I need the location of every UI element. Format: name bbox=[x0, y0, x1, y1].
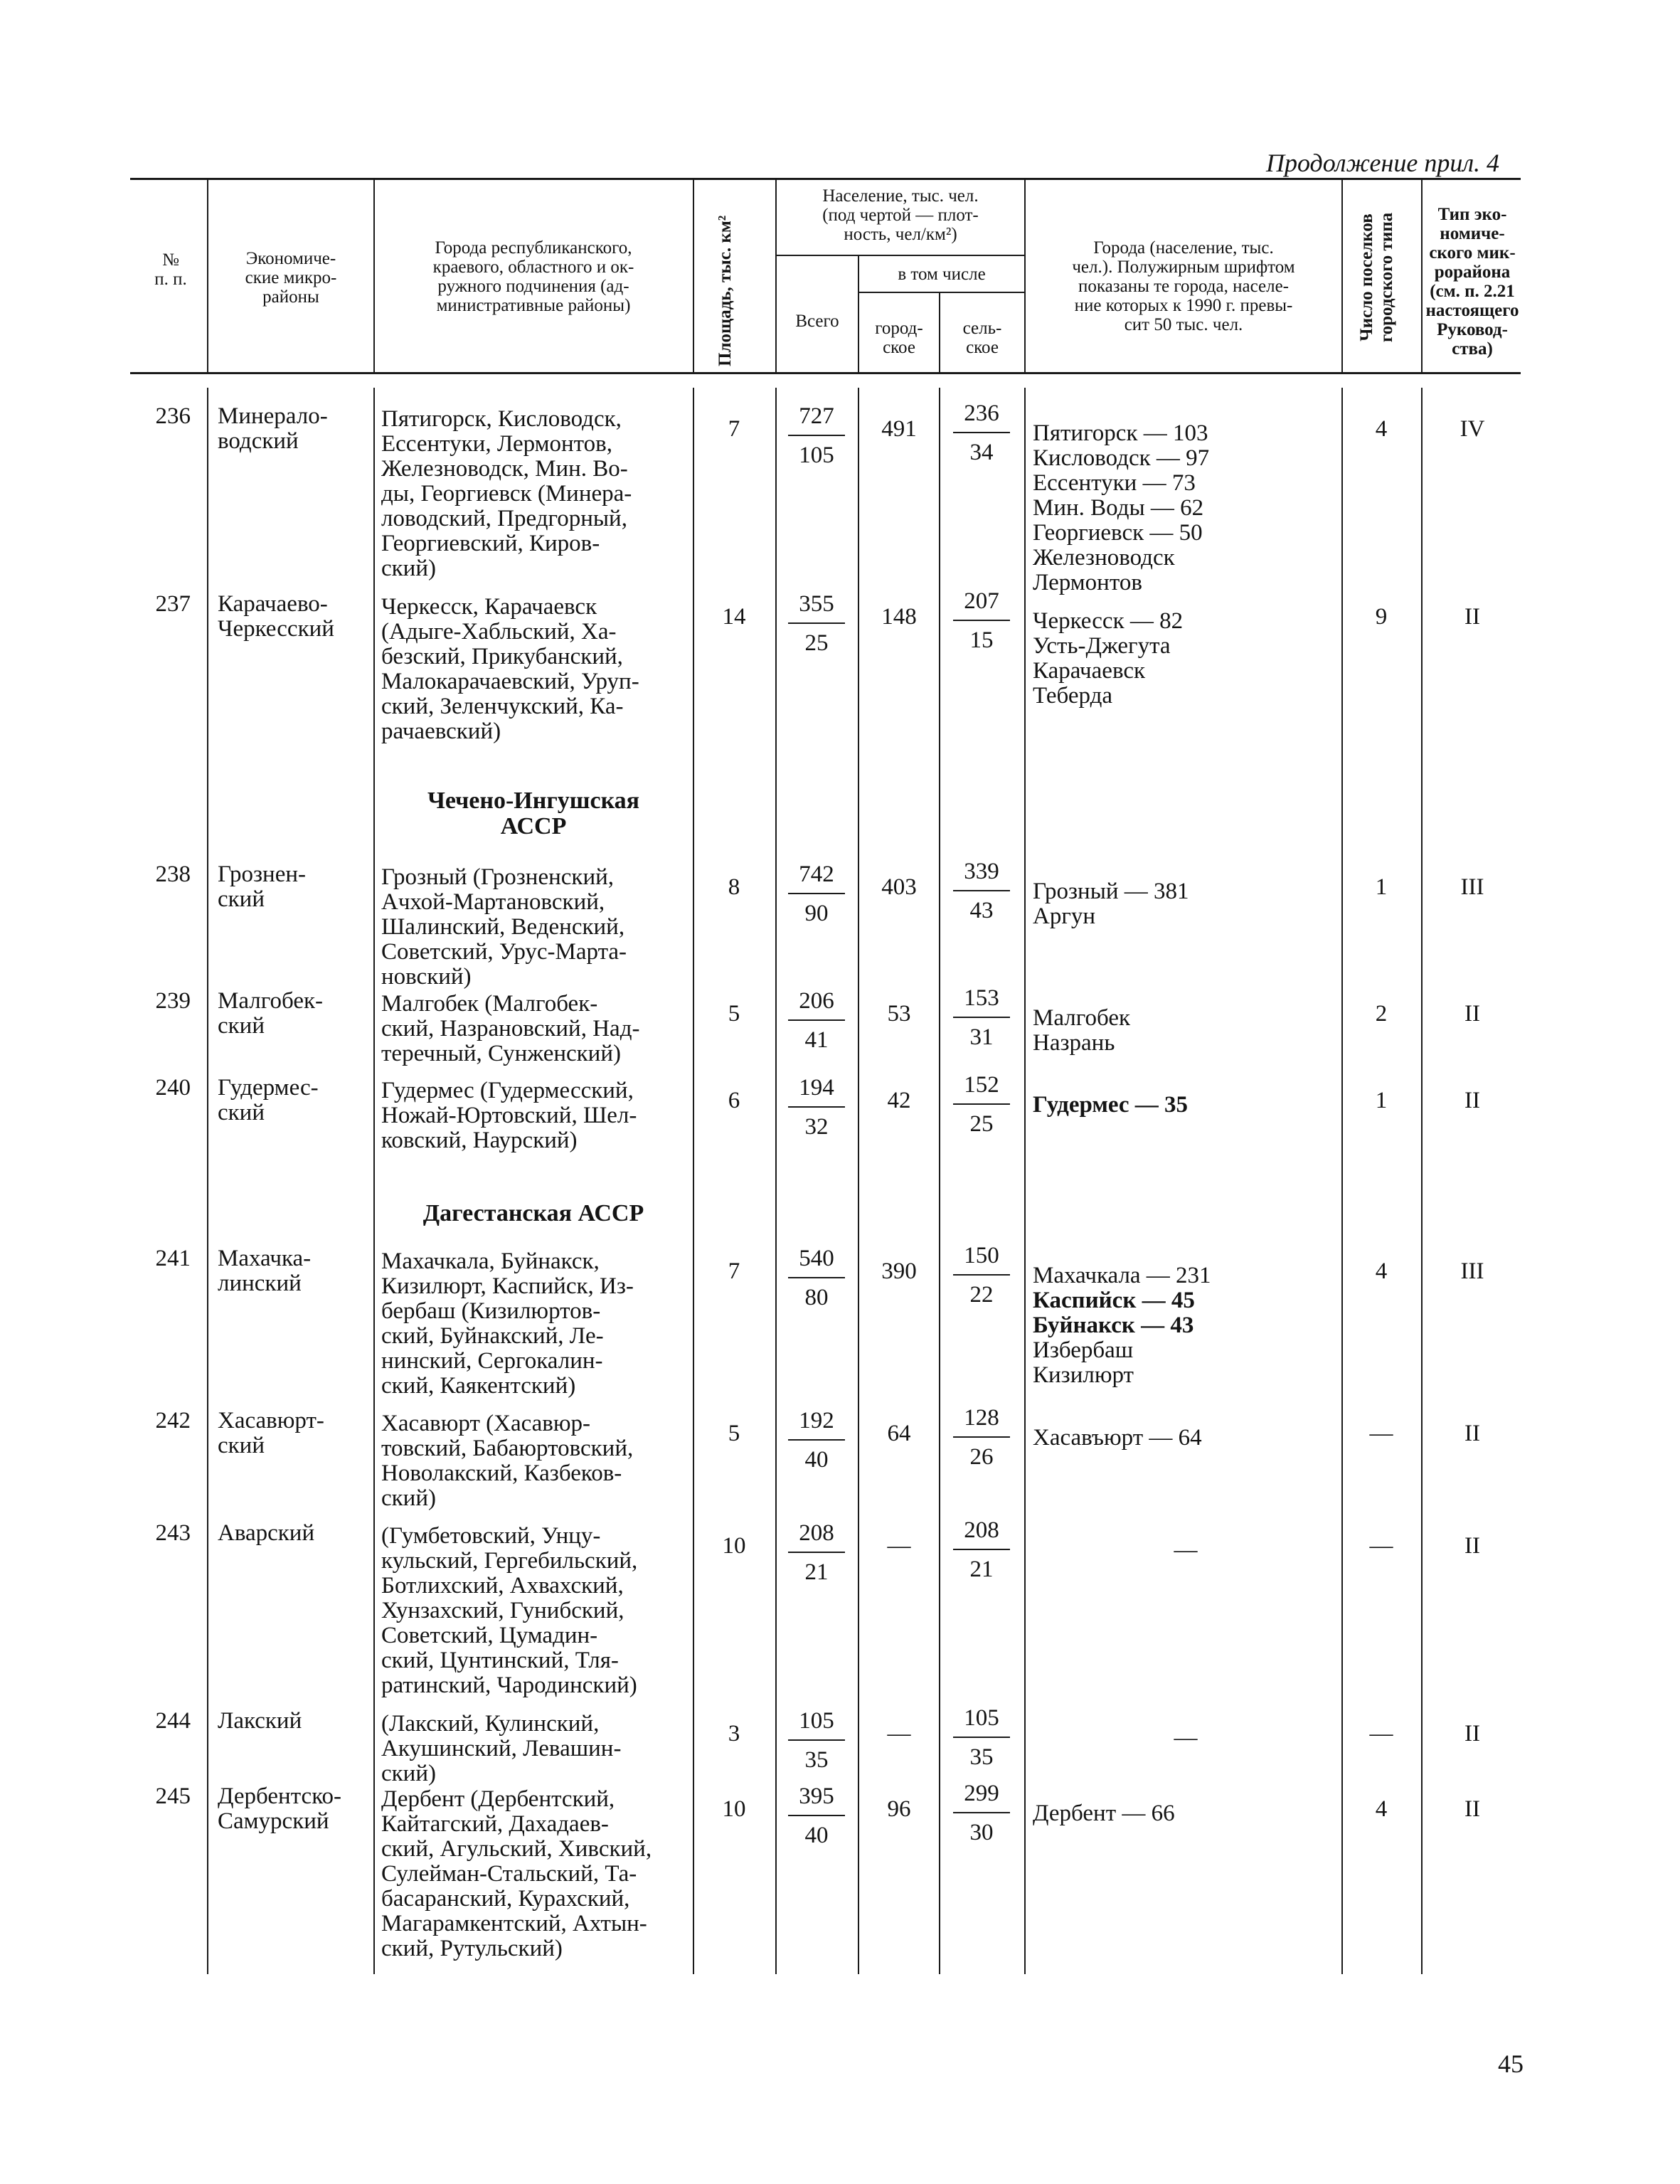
body-divider bbox=[373, 388, 375, 1974]
row-number: 236 bbox=[155, 403, 191, 429]
city-line: Черкесск — 82 bbox=[1033, 608, 1184, 634]
cities-admin bbox=[381, 992, 687, 1066]
header-type: Тип эко- номиче- ского мик- рорайона (см. п. 2.21 настоящего Руковод- ства) bbox=[1425, 205, 1519, 359]
continuation-title: Продолжение прил. 4 bbox=[1266, 149, 1500, 177]
header-divider bbox=[207, 179, 208, 373]
admin-line: товский, Бабаюртовский, bbox=[381, 1436, 634, 1461]
rural-population bbox=[953, 1518, 1010, 1582]
microregion-type: II bbox=[1464, 1796, 1480, 1822]
rural-population-density: 34 bbox=[969, 440, 994, 465]
admin-line: ратинский, Чародинский) bbox=[381, 1673, 637, 1698]
urban-population: 390 bbox=[881, 1258, 917, 1284]
total-population-value: 208 bbox=[788, 1521, 845, 1553]
urban-population: — bbox=[887, 1721, 911, 1746]
urban-population: 53 bbox=[887, 1001, 911, 1027]
admin-line: Георгиевский, Киров- bbox=[381, 531, 600, 556]
admin-line: Акушинский, Левашин- bbox=[381, 1736, 622, 1761]
header-divider bbox=[858, 256, 859, 373]
city-line: Буйнакск — 43 bbox=[1033, 1313, 1194, 1338]
cities-admin bbox=[381, 1524, 687, 1698]
microregion-name bbox=[218, 404, 370, 454]
cities-population bbox=[1033, 1726, 1339, 1751]
admin-line: ковский, Наурский) bbox=[381, 1128, 578, 1153]
admin-line: (Адыге-Хабльский, Ха- bbox=[381, 619, 617, 645]
header-total: Всего bbox=[795, 312, 839, 331]
admin-line: Малгобек (Малгобек- bbox=[381, 991, 598, 1017]
row-number: 237 bbox=[155, 591, 191, 617]
rural-population bbox=[953, 1073, 1010, 1137]
city-line: Георгиевск — 50 bbox=[1033, 520, 1203, 546]
table-header-rule bbox=[130, 372, 1521, 374]
settlements-count: 1 bbox=[1375, 1088, 1388, 1113]
microregion-name bbox=[218, 1246, 370, 1296]
total-population-density: 40 bbox=[804, 1823, 829, 1848]
microregion-line: Малгобек- bbox=[218, 988, 323, 1014]
area-value: 10 bbox=[722, 1796, 746, 1822]
city-line: Аргун bbox=[1033, 903, 1096, 929]
rural-population bbox=[953, 1244, 1010, 1308]
microregion-line: ский bbox=[218, 1013, 265, 1039]
rural-population-density: 25 bbox=[969, 1111, 994, 1137]
rural-population-density: 21 bbox=[969, 1557, 994, 1582]
section-title: Чечено-Ингушская АССР bbox=[427, 788, 640, 839]
cities-population bbox=[1033, 1538, 1339, 1563]
settlements-count: 1 bbox=[1375, 874, 1388, 900]
urban-population: 403 bbox=[881, 874, 917, 900]
city-line: Махачкала — 231 bbox=[1033, 1263, 1211, 1288]
rural-population bbox=[953, 1706, 1010, 1770]
microregion-type: II bbox=[1464, 1088, 1480, 1113]
header-divider bbox=[693, 179, 694, 373]
header-divider bbox=[1024, 179, 1026, 373]
total-population-density: 32 bbox=[804, 1114, 829, 1140]
cities-admin bbox=[381, 1078, 687, 1153]
total-population bbox=[788, 1709, 845, 1773]
city-line: Назрань bbox=[1033, 1030, 1115, 1056]
settlements-count: 4 bbox=[1375, 1796, 1388, 1822]
rural-population bbox=[953, 401, 1010, 465]
rural-population bbox=[953, 589, 1010, 653]
microregion-type: II bbox=[1464, 1001, 1480, 1027]
row-number: 240 bbox=[155, 1075, 191, 1101]
total-population-density: 41 bbox=[804, 1027, 829, 1053]
total-population bbox=[788, 1246, 845, 1310]
rural-population-value: 152 bbox=[953, 1073, 1010, 1105]
city-line: Карачаевск bbox=[1033, 658, 1146, 684]
total-population-value: 192 bbox=[788, 1409, 845, 1441]
cities-admin bbox=[381, 407, 687, 581]
microregion-line: Карачаево- bbox=[218, 591, 328, 617]
header-microregion: Экономиче- ские микро- районы bbox=[245, 249, 337, 307]
body-divider bbox=[858, 388, 859, 1974]
cities-population bbox=[1033, 1801, 1339, 1826]
rural-population bbox=[953, 1781, 1010, 1845]
admin-line: новский) bbox=[381, 964, 472, 990]
microregion-name bbox=[218, 1409, 370, 1458]
area-value: 5 bbox=[728, 1421, 740, 1446]
admin-line: кульский, Гергебильский, bbox=[381, 1548, 638, 1574]
city-line: Каспийск — 45 bbox=[1033, 1288, 1195, 1313]
admin-line: ский, Буйнакский, Ле- bbox=[381, 1323, 604, 1349]
total-population-value: 742 bbox=[788, 862, 845, 894]
cities-admin bbox=[381, 1249, 687, 1399]
rural-population-density: 31 bbox=[969, 1024, 994, 1050]
body-divider bbox=[207, 388, 208, 1974]
total-population-value: 355 bbox=[788, 592, 845, 624]
body-divider bbox=[1341, 388, 1343, 1974]
admin-line: Советский, Цумадин- bbox=[381, 1623, 598, 1648]
header-area: Площадь, тыс. км² bbox=[716, 215, 735, 366]
total-population-density: 40 bbox=[804, 1447, 829, 1473]
settlements-count: — bbox=[1369, 1421, 1393, 1446]
urban-population: 96 bbox=[887, 1796, 911, 1822]
total-population-value: 206 bbox=[788, 989, 845, 1021]
admin-line: Хунзахский, Гунибский, bbox=[381, 1598, 624, 1623]
header-divider bbox=[373, 179, 375, 373]
urban-population: 42 bbox=[887, 1088, 911, 1113]
admin-line: бербаш (Кизилюртов- bbox=[381, 1298, 601, 1324]
microregion-line: Махачка- bbox=[218, 1246, 312, 1271]
city-line: Гудермес — 35 bbox=[1033, 1092, 1189, 1118]
microregion-line: Самурский bbox=[218, 1808, 329, 1834]
settlements-count: 2 bbox=[1375, 1001, 1388, 1027]
total-population bbox=[788, 862, 845, 926]
microregion-name bbox=[218, 989, 370, 1039]
microregion-line: ский bbox=[218, 1433, 265, 1458]
admin-line: басаранский, Курахский, bbox=[381, 1886, 630, 1912]
cities-admin bbox=[381, 1712, 687, 1786]
urban-population: 491 bbox=[881, 416, 917, 442]
microregion-line: линский bbox=[218, 1271, 302, 1296]
cities-admin bbox=[381, 1787, 687, 1961]
urban-population: 64 bbox=[887, 1421, 911, 1446]
rural-population-value: 339 bbox=[953, 859, 1010, 891]
row-number: 243 bbox=[155, 1520, 191, 1546]
urban-population: 148 bbox=[881, 604, 917, 630]
header-divider bbox=[1421, 179, 1423, 373]
total-population-value: 727 bbox=[788, 404, 845, 436]
row-number: 242 bbox=[155, 1408, 191, 1433]
admin-line: Гудермес (Гудермесский, bbox=[381, 1078, 634, 1103]
city-line: Кизилюрт bbox=[1033, 1362, 1134, 1388]
settlements-count: — bbox=[1369, 1721, 1393, 1746]
row-number: 241 bbox=[155, 1246, 191, 1271]
city-line: Дербент — 66 bbox=[1033, 1801, 1175, 1826]
rural-population-density: 43 bbox=[969, 898, 994, 923]
total-population-density: 105 bbox=[799, 442, 834, 468]
table-top-rule bbox=[130, 178, 1521, 180]
settlements-count: 4 bbox=[1375, 416, 1388, 442]
header-including: в том числе bbox=[898, 265, 986, 284]
header-divider bbox=[775, 179, 777, 373]
microregion-name bbox=[218, 592, 370, 642]
page-number: 45 bbox=[1498, 2050, 1524, 2078]
body-divider bbox=[1024, 388, 1026, 1974]
microregion-type: II bbox=[1464, 604, 1480, 630]
city-line: Теберда bbox=[1033, 683, 1113, 709]
city-line: Кисловодск — 97 bbox=[1033, 445, 1210, 471]
microregion-name bbox=[218, 1076, 370, 1125]
admin-line: Ачхой-Мартановский, bbox=[381, 889, 605, 915]
total-population bbox=[788, 404, 845, 468]
rural-population-value: 236 bbox=[953, 401, 1010, 433]
admin-line: Дербент (Дербентский, bbox=[381, 1786, 615, 1812]
header-divider bbox=[939, 293, 940, 373]
microregion-name bbox=[218, 1521, 370, 1546]
rural-population bbox=[953, 859, 1010, 923]
area-value: 7 bbox=[728, 416, 740, 442]
admin-line: Ботлихский, Ахвахский, bbox=[381, 1573, 624, 1599]
cities-admin bbox=[381, 865, 687, 990]
admin-line: ловодский, Предгорный, bbox=[381, 506, 627, 531]
admin-line: Ессентуки, Лермонтов, bbox=[381, 431, 613, 457]
admin-line: Советский, Урус-Марта- bbox=[381, 939, 627, 965]
admin-line: ский) bbox=[381, 1761, 436, 1786]
area-value: 3 bbox=[728, 1721, 740, 1746]
city-line: — bbox=[1174, 1537, 1198, 1563]
cities-population bbox=[1033, 1426, 1339, 1451]
admin-line: Черкесск, Карачаевск bbox=[381, 594, 597, 620]
total-population bbox=[788, 1784, 845, 1848]
total-population-density: 35 bbox=[804, 1747, 829, 1773]
city-line: Усть-Джегута bbox=[1033, 633, 1171, 659]
admin-line: Ножай-Юртовский, Шел- bbox=[381, 1103, 637, 1128]
header-sub-rule bbox=[776, 255, 1024, 256]
body-divider bbox=[775, 388, 777, 1974]
cities-admin bbox=[381, 595, 687, 744]
microregion-type: II bbox=[1464, 1721, 1480, 1746]
microregion-line: водский bbox=[218, 428, 299, 454]
city-line: Ессентуки — 73 bbox=[1033, 470, 1196, 496]
total-population-value: 540 bbox=[788, 1246, 845, 1278]
city-line: Мин. Воды — 62 bbox=[1033, 495, 1204, 521]
total-population-density: 25 bbox=[804, 630, 829, 656]
admin-line: Пятигорск, Кисловодск, bbox=[381, 406, 622, 432]
header-rural: сель- ское bbox=[962, 319, 1002, 357]
admin-line: рачаевский) bbox=[381, 719, 501, 744]
admin-line: Малокарачаевский, Уруп- bbox=[381, 669, 639, 694]
city-line: Малгобек bbox=[1033, 1005, 1130, 1031]
rural-population-density: 26 bbox=[969, 1444, 994, 1470]
admin-line: ский, Зеленчукский, Ка- bbox=[381, 694, 624, 719]
area-value: 10 bbox=[722, 1533, 746, 1559]
admin-line: Грозный (Грозненский, bbox=[381, 864, 615, 890]
microregion-line: Минерало- bbox=[218, 403, 328, 429]
rural-population-value: 128 bbox=[953, 1406, 1010, 1438]
cities-population bbox=[1033, 609, 1339, 709]
row-number: 245 bbox=[155, 1783, 191, 1809]
body-divider bbox=[693, 388, 694, 1974]
header-settlements: Число поселков городского типа bbox=[1357, 212, 1396, 343]
admin-line: Сулейман-Стальский, Та- bbox=[381, 1861, 637, 1887]
header-cities-population: Города (население, тыс. чел.). Полужирным шрифтом показаны те города, населе- ние которых к 1990 г. превы- сит 50 тыс. чел. bbox=[1072, 238, 1295, 334]
area-value: 8 bbox=[728, 874, 740, 900]
microregion-line: Гудермес- bbox=[218, 1075, 319, 1101]
admin-line: ский) bbox=[381, 1485, 436, 1511]
total-population-density: 80 bbox=[804, 1285, 829, 1310]
area-value: 7 bbox=[728, 1258, 740, 1284]
microregion-line: ский bbox=[218, 1100, 265, 1125]
microregion-name bbox=[218, 1784, 370, 1834]
admin-line: ды, Георгиевск (Минера- bbox=[381, 481, 632, 507]
microregion-line: Дербентско- bbox=[218, 1783, 342, 1809]
city-line: — bbox=[1174, 1725, 1198, 1751]
admin-line: ский) bbox=[381, 556, 436, 581]
area-value: 6 bbox=[728, 1088, 740, 1113]
row-number: 238 bbox=[155, 862, 191, 887]
admin-line: Хасавюрт (Хасавюр- bbox=[381, 1411, 591, 1436]
cities-population bbox=[1033, 1263, 1339, 1388]
microregion-name bbox=[218, 862, 370, 912]
header-population: Население, тыс. чел. (под чертой — плот- ность, чел/км²) bbox=[822, 186, 979, 244]
settlements-count: — bbox=[1369, 1533, 1393, 1559]
admin-line: Железноводск, Мин. Во- bbox=[381, 456, 628, 482]
rural-population bbox=[953, 1406, 1010, 1470]
header-number: № п. п. bbox=[154, 250, 187, 289]
header-cities-admin: Города республиканского, краевого, областного и ок- ружного подчинения (ад- министративные районы) bbox=[432, 238, 634, 315]
total-population bbox=[788, 1521, 845, 1585]
total-population-value: 194 bbox=[788, 1076, 845, 1108]
admin-line: Кизилюрт, Каспийск, Из- bbox=[381, 1273, 634, 1299]
header-urban: город- ское bbox=[875, 319, 923, 357]
cities-population bbox=[1033, 1006, 1339, 1056]
admin-line: Кайтагский, Дахадаев- bbox=[381, 1811, 609, 1837]
cities-population bbox=[1033, 1093, 1339, 1118]
rural-population-value: 208 bbox=[953, 1518, 1010, 1550]
cities-population bbox=[1033, 421, 1339, 595]
area-value: 5 bbox=[728, 1001, 740, 1027]
cities-population bbox=[1033, 879, 1339, 929]
microregion-type: III bbox=[1460, 1258, 1484, 1284]
rural-population-value: 105 bbox=[953, 1706, 1010, 1738]
microregion-type: II bbox=[1464, 1421, 1480, 1446]
city-line: Хасавъюрт — 64 bbox=[1033, 1425, 1202, 1451]
total-population bbox=[788, 989, 845, 1053]
city-line: Грозный — 381 bbox=[1033, 879, 1189, 904]
rural-population-density: 35 bbox=[969, 1744, 994, 1770]
total-population bbox=[788, 1076, 845, 1140]
city-line: Избербаш bbox=[1033, 1337, 1134, 1363]
rural-population-value: 150 bbox=[953, 1244, 1010, 1276]
admin-line: ский, Назрановский, Над- bbox=[381, 1016, 640, 1041]
admin-line: безский, Прикубанский, bbox=[381, 644, 623, 669]
area-value: 14 bbox=[722, 604, 746, 630]
admin-line: теречный, Сунженский) bbox=[381, 1041, 621, 1066]
admin-line: Махачкала, Буйнакск, bbox=[381, 1249, 600, 1274]
total-population-value: 395 bbox=[788, 1784, 845, 1816]
row-number: 244 bbox=[155, 1708, 191, 1734]
rural-population-value: 153 bbox=[953, 986, 1010, 1018]
admin-line: ский, Рутульский) bbox=[381, 1936, 563, 1961]
city-line: Пятигорск — 103 bbox=[1033, 420, 1208, 446]
rural-population-density: 15 bbox=[969, 627, 994, 653]
microregion-line: Грознен- bbox=[218, 862, 306, 887]
settlements-count: 9 bbox=[1375, 604, 1388, 630]
rural-population-value: 207 bbox=[953, 589, 1010, 621]
rural-population-density: 30 bbox=[969, 1820, 994, 1845]
rural-population bbox=[953, 986, 1010, 1050]
settlements-count: 4 bbox=[1375, 1258, 1388, 1284]
microregion-type: IV bbox=[1460, 416, 1485, 442]
cities-admin bbox=[381, 1411, 687, 1511]
header-divider bbox=[1341, 179, 1343, 373]
section-title: Дагестанская АССР bbox=[422, 1200, 644, 1226]
body-divider bbox=[1421, 388, 1423, 1974]
admin-line: (Гумбетовский, Унцу- bbox=[381, 1523, 601, 1549]
rural-population-density: 22 bbox=[969, 1282, 994, 1308]
rural-population-value: 299 bbox=[953, 1781, 1010, 1813]
urban-population: — bbox=[887, 1533, 911, 1559]
microregion-line: Черкесский bbox=[218, 616, 334, 642]
microregion-type: III bbox=[1460, 874, 1484, 900]
total-population-density: 21 bbox=[804, 1559, 829, 1585]
header-sub-rule bbox=[858, 292, 1024, 293]
microregion-line: ский bbox=[218, 886, 265, 912]
microregion-line: Лакский bbox=[218, 1708, 302, 1734]
microregion-line: Аварский bbox=[218, 1520, 315, 1546]
admin-line: (Лакский, Кулинский, bbox=[381, 1711, 600, 1737]
microregion-name bbox=[218, 1709, 370, 1734]
microregion-line: Хасавюрт- bbox=[218, 1408, 324, 1433]
admin-line: Новолакский, Казбеков- bbox=[381, 1461, 622, 1486]
admin-line: ский, Агульский, Хивский, bbox=[381, 1836, 652, 1862]
admin-line: Магарамкентский, Ахтын- bbox=[381, 1911, 647, 1936]
city-line: Лермонтов bbox=[1033, 570, 1142, 595]
row-number: 239 bbox=[155, 988, 191, 1014]
admin-line: нинский, Сергокалин- bbox=[381, 1348, 603, 1374]
admin-line: Шалинский, Веденский, bbox=[381, 914, 625, 940]
city-line: Железноводск bbox=[1033, 545, 1175, 571]
body-divider bbox=[939, 388, 940, 1974]
total-population bbox=[788, 1409, 845, 1473]
admin-line: ский, Цунтинский, Тля- bbox=[381, 1648, 619, 1673]
total-population-value: 105 bbox=[788, 1709, 845, 1741]
total-population bbox=[788, 592, 845, 656]
admin-line: ский, Каякентский) bbox=[381, 1373, 576, 1399]
total-population-density: 90 bbox=[804, 901, 829, 926]
microregion-type: II bbox=[1464, 1533, 1480, 1559]
